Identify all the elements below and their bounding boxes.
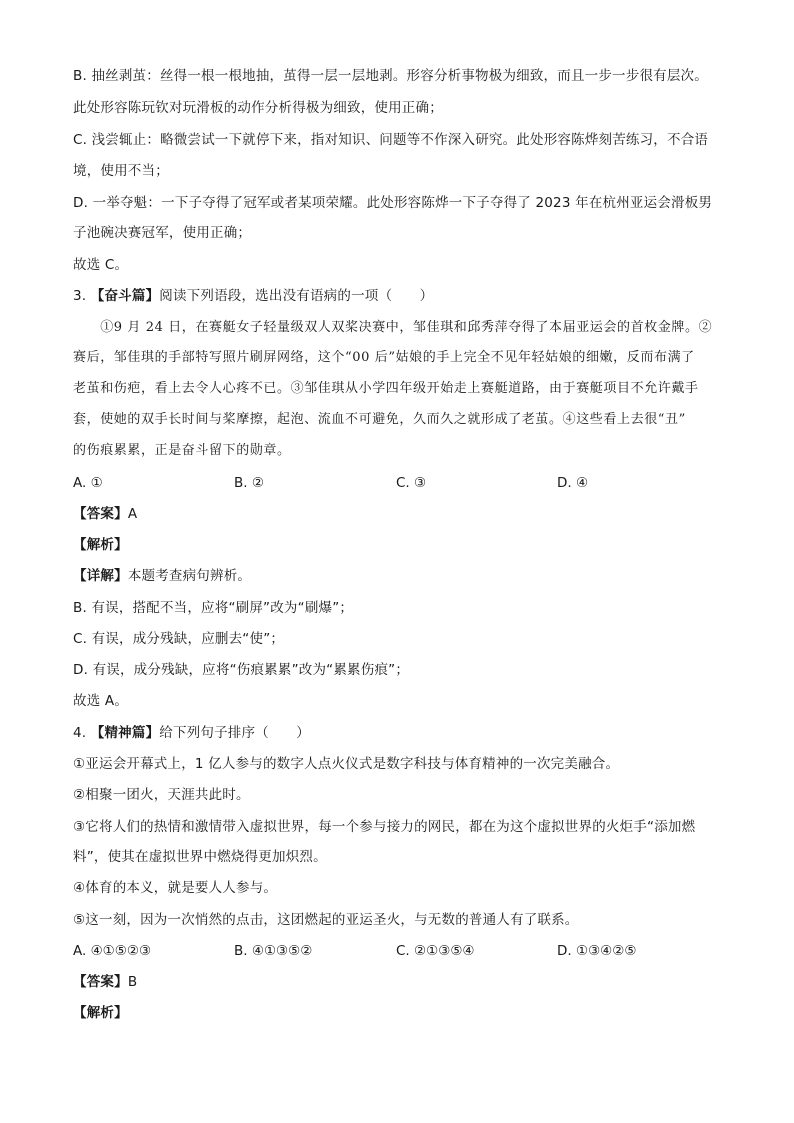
q4-answer [73, 972, 137, 992]
option-c-definition: C. 浅尝辄止：略微尝试一下就停下来，指对知识、问题等不作深入研究。此处形容陈烨刻苦练习，不合语 [73, 132, 709, 148]
detail-label: 【详解】 [73, 568, 128, 584]
sentence-5: ⑤这一刻，因为一次悄然的点击，这团燃起的亚运圣火，与无数的普通人有了联系。 [73, 912, 579, 928]
option-d-usage: 子池碗决赛冠军，使用正确； [73, 225, 252, 241]
option-b-definition: B. 抽丝剥茧：丝得一根一根地抽，茧得一层一层地剥。形容分析事物极为细致，而且一步一步很有层次。 [73, 68, 708, 84]
sentence-4: ④体育的本义，就是要人人参与。 [73, 880, 278, 896]
sentence-3: ③它将人们的热情和激情带入虚拟世界，每一个参与接力的网民，都在为这个虚拟世界的火炬手“添加燃 [73, 819, 696, 835]
question-stem: 阅读下列语段，选出没有语病的一项（ ） [159, 288, 434, 304]
answer-label: 【答案】 [73, 506, 128, 522]
option-c: C. ②①③⑤④ [396, 943, 475, 959]
sentence-1: ①亚运会开幕式上，1 亿人参与的数字人点火仪式是数字科技与体育精神的一次完美融合。 [73, 756, 620, 772]
q3-detail [73, 566, 251, 586]
question-tag: 【精神篇】 [90, 725, 160, 741]
question-number: 3. [73, 288, 91, 304]
option-d-definition: D. 一举夺魁：一下子夺得了冠军或者某项荣耀。此处形容陈烨一下子夺得了 2023 年在杭州亚运会滑板男 [73, 195, 713, 211]
q3-explanation-c: C. 有误，成分残缺，应删去“使”； [73, 631, 285, 647]
option-a: A. ① [73, 475, 103, 491]
detail-text: 本题考查病句辨析。 [127, 568, 252, 584]
passage-line: 老茧和伤疤，看上去令人心疼不已。③邹佳琪从小学四年级开始走上赛艇道路，由于赛艇项目不允许戴手 [73, 381, 699, 396]
passage-line: 赛后，邹佳琪的手部特写照片刷屏网络，这个“00 后”姑娘的手上完全不见年轻姑娘的细嫩，反而布满了 [73, 350, 695, 365]
option-b: B. ② [234, 475, 264, 491]
passage-line: 套，使她的双手长时间与桨摩擦，起泡、流血不可避免，久而久之就形成了老茧。④这些看上去很“丑” [73, 412, 686, 427]
question-tag: 【奋斗篇】 [90, 288, 160, 304]
q3-analysis-label: 【解析】 [73, 537, 128, 553]
passage-line: ①9 月 24 日，在赛艇女子轻量级双人双桨决赛中，邹佳琪和邱秀萍夺得了本届亚运会的首枚金牌。② [73, 320, 713, 335]
q3-conclusion: 故选 A。 [73, 693, 129, 709]
q3-answer [73, 504, 137, 524]
q4-analysis-label: 【解析】 [73, 1005, 128, 1021]
option-c: C. ③ [396, 475, 427, 491]
question-number: 4. [73, 725, 91, 741]
option-b: B. ④①③⑤② [234, 943, 313, 959]
option-d: D. ①③④②⑤ [557, 943, 637, 959]
question-4-heading [73, 723, 310, 743]
sentence-2: ②相聚一团火，天涯共此时。 [73, 787, 250, 803]
answer-label: 【答案】 [73, 974, 128, 990]
answer-value: B [127, 974, 138, 990]
option-a: A. ④①⑤②③ [73, 943, 152, 959]
option-b-usage: 此处形容陈玩钦对玩滑板的动作分析得极为细致，使用正确； [73, 100, 443, 116]
passage-line: 的伤痕累累，正是奋斗留下的勋章。 [73, 443, 291, 458]
option-d: D. ④ [557, 475, 589, 491]
answer-value: A [127, 506, 138, 522]
q2-conclusion: 故选 C。 [73, 257, 129, 273]
q3-explanation-b: B. 有误，搭配不当，应将“刷屏”改为“刷爆”； [73, 600, 354, 616]
sentence-3-continued: 料”，使其在虚拟世界中燃烧得更加炽烈。 [73, 849, 327, 865]
question-3-heading [73, 286, 433, 306]
question-stem: 给下列句子排序（ ） [159, 725, 310, 741]
option-c-usage: 境，使用不当； [73, 163, 169, 179]
q3-explanation-d: D. 有误，成分残缺，应将“伤痕累累”改为“累累伤痕”； [73, 662, 410, 678]
